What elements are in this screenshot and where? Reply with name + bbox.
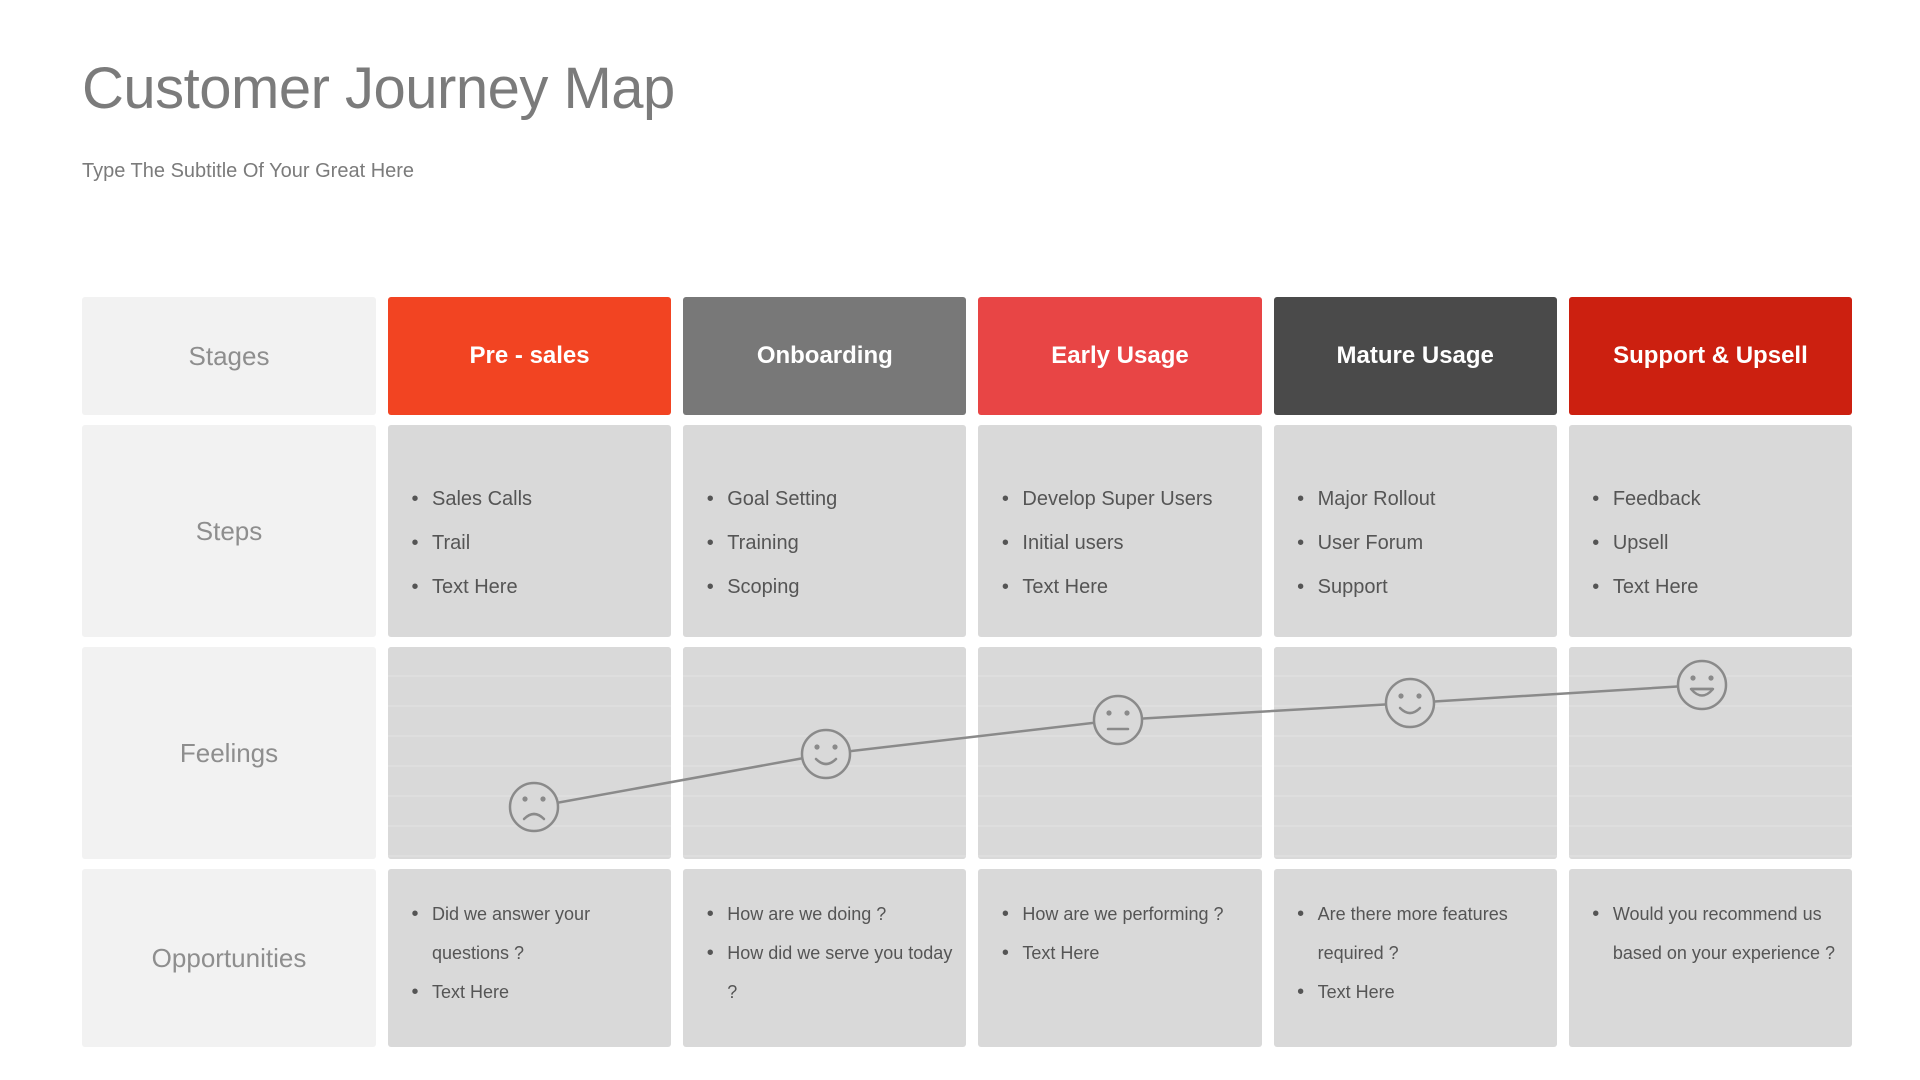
steps-cell-5 bbox=[1569, 425, 1852, 637]
opportunities-list bbox=[1284, 895, 1543, 1012]
list-item-label: Text Here bbox=[1612, 576, 1699, 598]
bullet-icon: • bbox=[1592, 576, 1600, 598]
steps-cell-3 bbox=[978, 425, 1261, 637]
bullet-icon: • bbox=[706, 942, 714, 964]
bullet-icon: • bbox=[1297, 981, 1305, 1003]
stage-header-label: Mature Usage bbox=[1336, 342, 1494, 369]
list-item-label: User Forum bbox=[1317, 532, 1424, 554]
list-item-label: Text Here bbox=[1022, 576, 1108, 598]
list-item bbox=[1579, 565, 1852, 609]
list-item bbox=[693, 521, 966, 565]
bullet-icon: • bbox=[1001, 488, 1009, 510]
row-label-feelings: Feelings bbox=[82, 647, 376, 859]
list-item-label: Are there more features required ? bbox=[1317, 904, 1508, 963]
opportunities-cell-3 bbox=[978, 869, 1261, 1047]
bullet-icon: • bbox=[411, 488, 419, 510]
stage-header-5[interactable] bbox=[1569, 297, 1852, 415]
opportunities-list bbox=[398, 895, 657, 1012]
list-item bbox=[398, 895, 657, 973]
stage-header-3[interactable] bbox=[978, 297, 1261, 415]
list-item-label: How are we performing ? bbox=[1022, 904, 1224, 924]
list-item bbox=[1284, 565, 1557, 609]
opportunities-cell-1 bbox=[388, 869, 671, 1047]
steps-cell-2 bbox=[683, 425, 966, 637]
list-item bbox=[693, 895, 952, 934]
stage-header-label: Early Usage bbox=[1051, 342, 1189, 369]
steps-cell-1 bbox=[388, 425, 671, 637]
list-item-label: Trail bbox=[432, 532, 471, 554]
list-item-label: Initial users bbox=[1022, 532, 1124, 554]
list-item-label: Did we answer your questions ? bbox=[432, 904, 591, 963]
feelings-cell-1 bbox=[388, 647, 671, 859]
row-label-stages: Stages bbox=[82, 297, 376, 415]
stripe-pattern bbox=[1274, 647, 1557, 859]
feelings-cell-3 bbox=[978, 647, 1261, 859]
feelings-cell-5 bbox=[1569, 647, 1852, 859]
opportunities-cell-5 bbox=[1569, 869, 1852, 1047]
opportunities-list bbox=[693, 895, 952, 1012]
list-item-label: How are we doing ? bbox=[727, 904, 887, 924]
bullet-icon: • bbox=[411, 903, 419, 925]
stage-header-label: Pre - sales bbox=[469, 342, 590, 369]
list-item bbox=[693, 477, 966, 521]
journey-map-grid bbox=[82, 297, 1852, 1057]
bullet-icon: • bbox=[1297, 903, 1305, 925]
list-item bbox=[693, 934, 952, 1012]
stage-header-label: Onboarding bbox=[756, 342, 893, 369]
list-item-label: Goal Setting bbox=[727, 488, 838, 510]
list-item-label: Text Here bbox=[1317, 982, 1395, 1002]
steps-list bbox=[988, 477, 1261, 609]
row-steps bbox=[82, 425, 1852, 637]
bullet-icon: • bbox=[706, 532, 714, 554]
bullet-icon: • bbox=[1592, 532, 1600, 554]
list-item bbox=[1284, 521, 1557, 565]
bullet-icon: • bbox=[1001, 903, 1009, 925]
list-item bbox=[1284, 477, 1557, 521]
list-item bbox=[1284, 973, 1543, 1012]
list-item-label: Support bbox=[1317, 576, 1388, 598]
stage-header-2[interactable] bbox=[683, 297, 966, 415]
list-item bbox=[988, 934, 1247, 973]
list-item-label: Text Here bbox=[1022, 943, 1100, 963]
list-item bbox=[693, 565, 966, 609]
bullet-icon: • bbox=[706, 903, 714, 925]
stripe-pattern bbox=[683, 647, 966, 859]
list-item bbox=[398, 973, 657, 1012]
row-stages bbox=[82, 297, 1852, 415]
list-item-label: Sales Calls bbox=[432, 488, 533, 510]
page-title: Customer Journey Map bbox=[82, 56, 675, 121]
feelings-cell-2 bbox=[683, 647, 966, 859]
stripe-pattern bbox=[388, 647, 671, 859]
bullet-icon: • bbox=[1297, 532, 1305, 554]
list-item bbox=[988, 895, 1247, 934]
list-item bbox=[398, 565, 671, 609]
stage-header-4[interactable] bbox=[1274, 297, 1557, 415]
list-item bbox=[1284, 895, 1543, 973]
list-item-label: Feedback bbox=[1612, 488, 1701, 510]
bullet-icon: • bbox=[1592, 488, 1600, 510]
bullet-icon: • bbox=[1001, 942, 1009, 964]
bullet-icon: • bbox=[1297, 576, 1305, 598]
row-label-steps: Steps bbox=[82, 425, 376, 637]
page-subtitle: Type The Subtitle Of Your Great Here bbox=[82, 160, 415, 182]
steps-cell-4 bbox=[1274, 425, 1557, 637]
stage-header-1[interactable] bbox=[388, 297, 671, 415]
list-item-label: Text Here bbox=[432, 982, 510, 1002]
list-item bbox=[1579, 477, 1852, 521]
bullet-icon: • bbox=[411, 532, 419, 554]
list-item-label: Would you recommend us based on your experience ? bbox=[1612, 904, 1835, 963]
bullet-icon: • bbox=[706, 488, 714, 510]
bullet-icon: • bbox=[1001, 576, 1009, 598]
opportunities-list bbox=[988, 895, 1247, 973]
bullet-icon: • bbox=[706, 576, 714, 598]
list-item-label: Major Rollout bbox=[1317, 488, 1436, 510]
list-item bbox=[1579, 521, 1852, 565]
list-item bbox=[988, 477, 1261, 521]
list-item-label: Text Here bbox=[432, 576, 518, 598]
stripe-pattern bbox=[978, 647, 1261, 859]
list-item-label: Develop Super Users bbox=[1022, 488, 1213, 510]
list-item bbox=[1579, 895, 1838, 973]
list-item bbox=[398, 521, 671, 565]
row-opportunities bbox=[82, 869, 1852, 1047]
feelings-cell-4 bbox=[1274, 647, 1557, 859]
steps-list bbox=[693, 477, 966, 609]
list-item bbox=[988, 521, 1261, 565]
row-feelings bbox=[82, 647, 1852, 859]
steps-list bbox=[1284, 477, 1557, 609]
opportunities-cell-4 bbox=[1274, 869, 1557, 1047]
steps-list bbox=[398, 477, 671, 609]
stage-header-label: Support & Upsell bbox=[1613, 342, 1808, 369]
list-item bbox=[398, 477, 671, 521]
stripe-pattern bbox=[1569, 647, 1852, 859]
list-item-label: Upsell bbox=[1612, 532, 1669, 554]
list-item-label: Training bbox=[727, 532, 799, 554]
list-item bbox=[988, 565, 1261, 609]
bullet-icon: • bbox=[1297, 488, 1305, 510]
bullet-icon: • bbox=[411, 576, 419, 598]
bullet-icon: • bbox=[1592, 903, 1600, 925]
row-label-opportunities: Opportunities bbox=[82, 869, 376, 1047]
list-item-label: How did we serve you today ? bbox=[727, 943, 953, 1002]
steps-list bbox=[1579, 477, 1852, 609]
bullet-icon: • bbox=[1001, 532, 1009, 554]
opportunities-cell-2 bbox=[683, 869, 966, 1047]
list-item-label: Scoping bbox=[727, 576, 800, 598]
bullet-icon: • bbox=[411, 981, 419, 1003]
opportunities-list bbox=[1579, 895, 1838, 973]
